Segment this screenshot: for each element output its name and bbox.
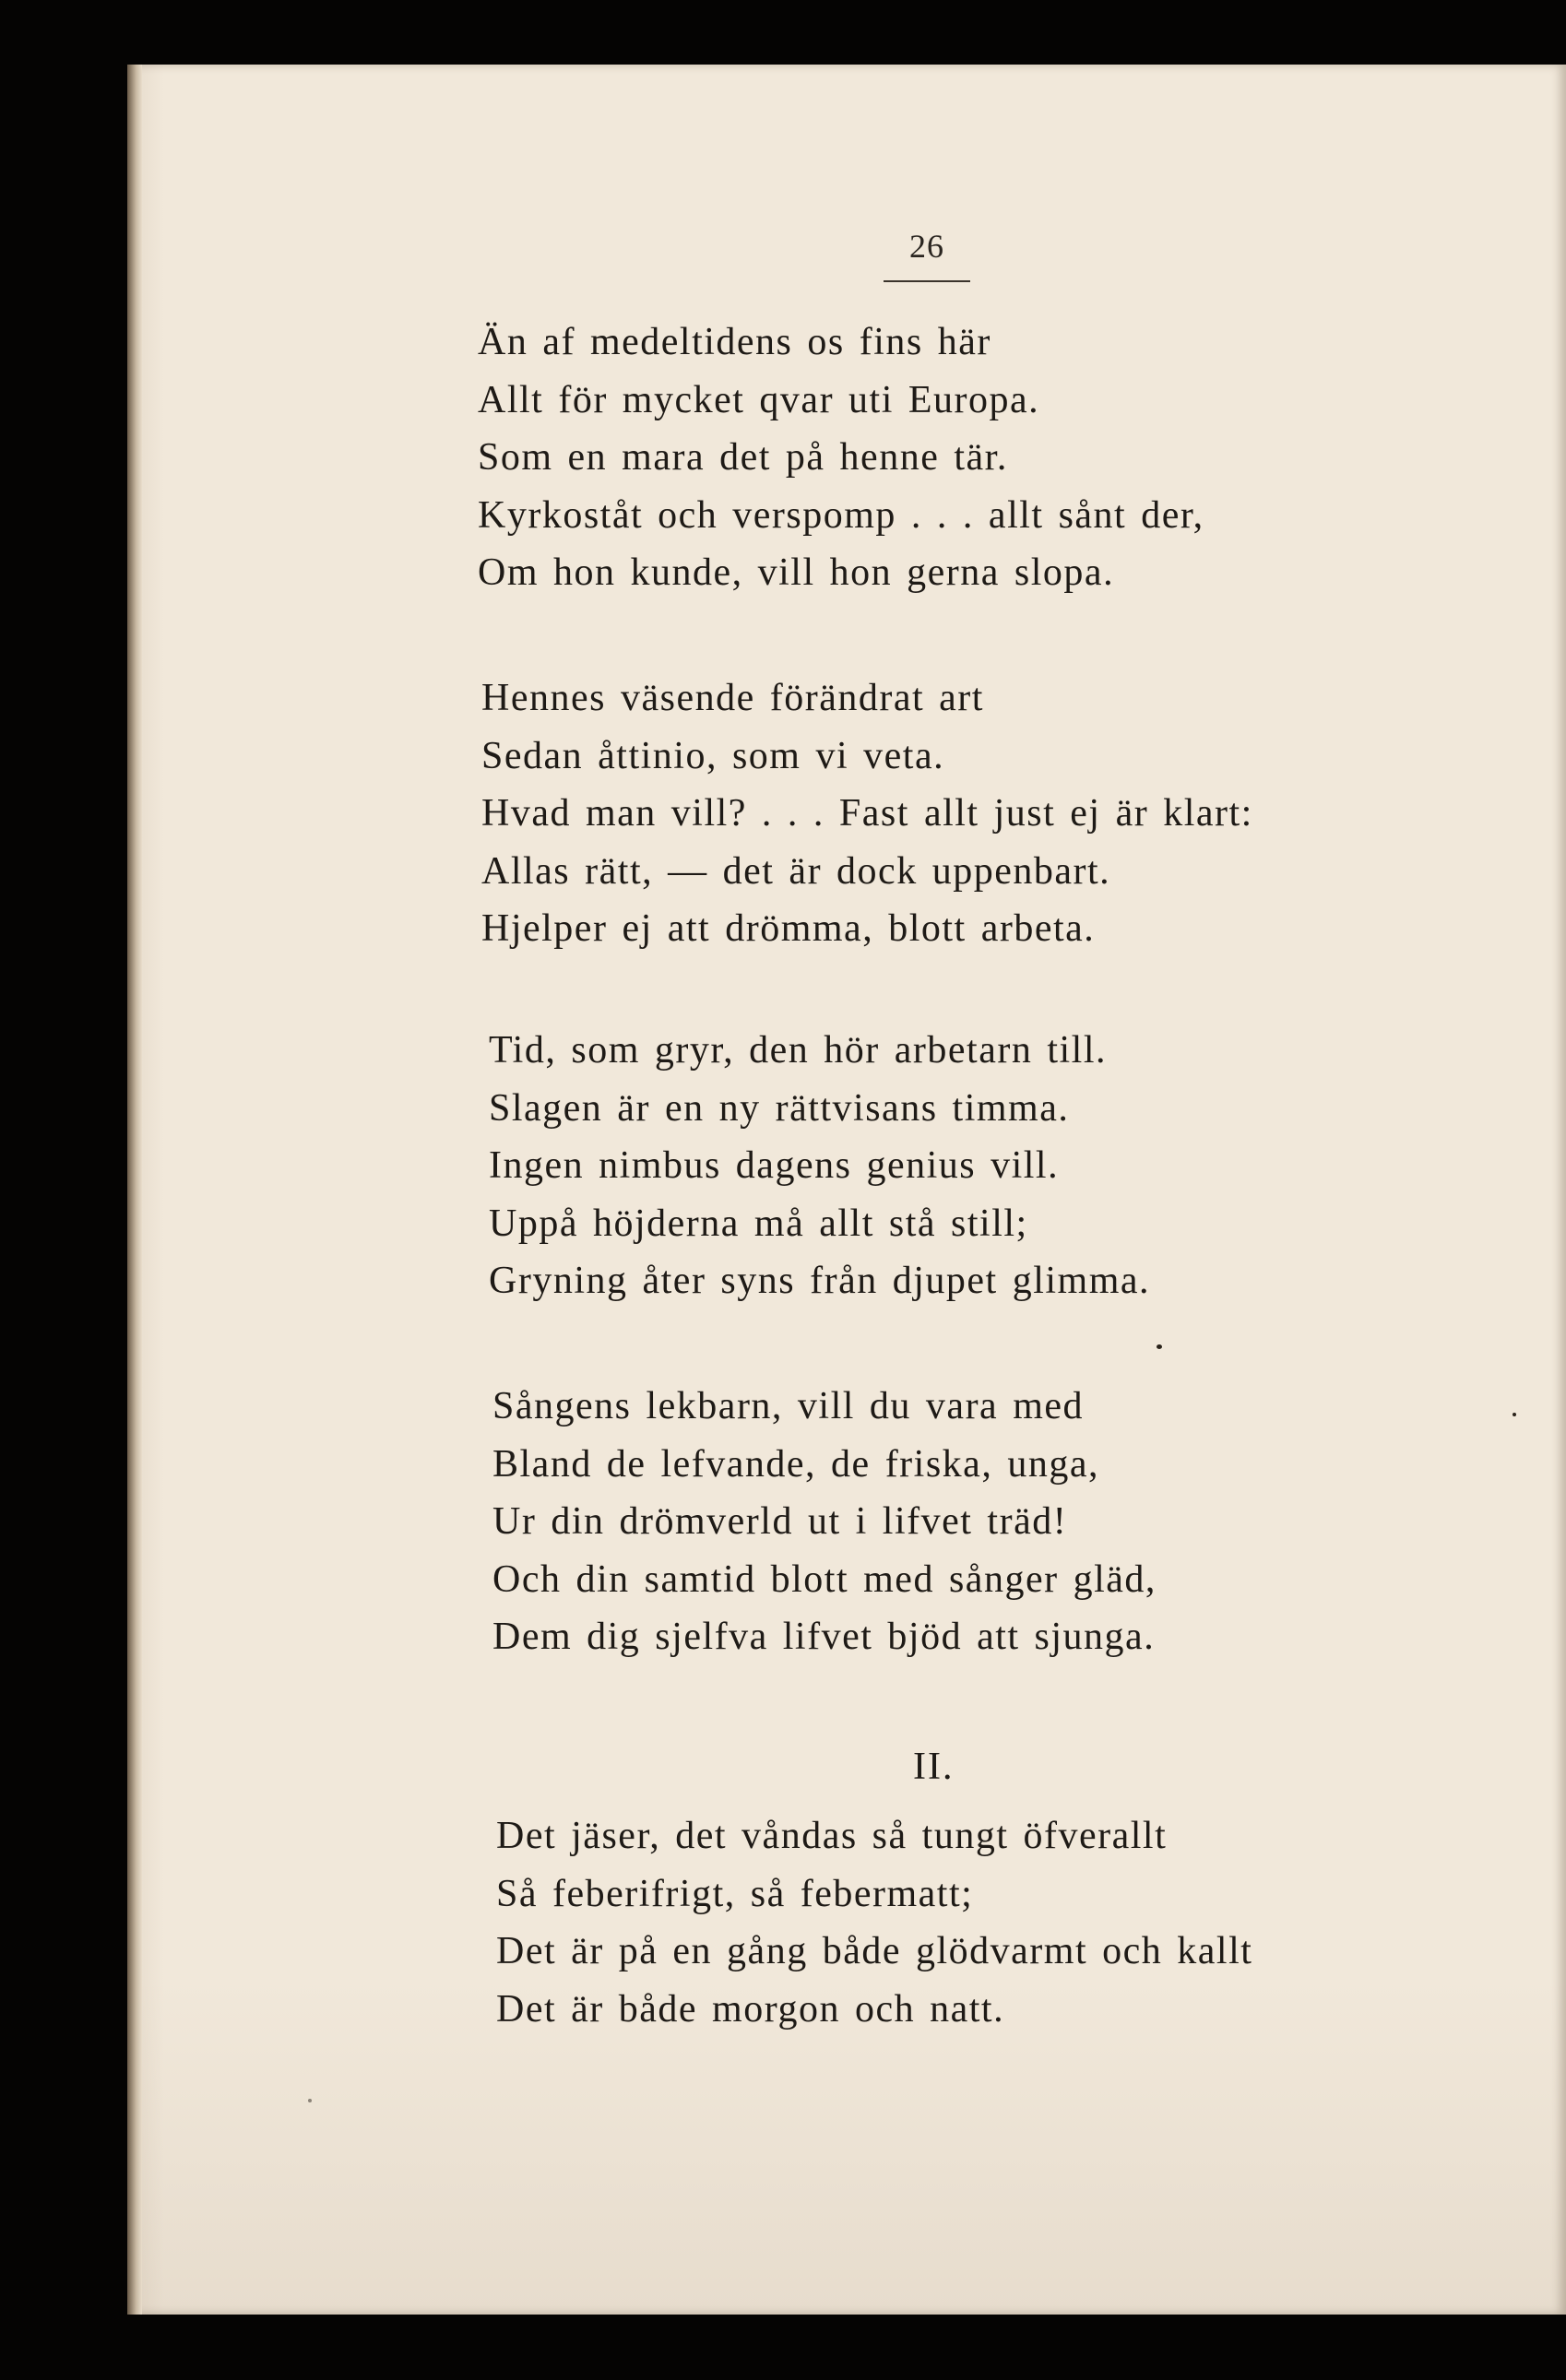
stanza-3 bbox=[489, 1022, 1150, 1310]
stanza-4 bbox=[492, 1378, 1157, 1666]
verse-line: Bland de lefvande, de friska, unga, bbox=[492, 1442, 1099, 1486]
verse-line: Tid, som gryr, den hör arbetarn till. bbox=[489, 1029, 1108, 1072]
verse-line: Det är på en gång både glödvarmt och kallt bbox=[496, 1930, 1253, 1972]
stanza-5 bbox=[496, 1807, 1252, 2038]
verse-line: Sångens lekbarn, vill du vara med bbox=[492, 1385, 1085, 1427]
stanza-1 bbox=[478, 314, 1204, 602]
page-gutter-shadow bbox=[127, 65, 142, 2315]
verse-line: Uppå höjderna må allt stå still; bbox=[489, 1202, 1028, 1245]
page-number: 26 bbox=[909, 228, 944, 265]
verse-line: Kyrkoståt och verspomp . . . allt sånt der, bbox=[478, 493, 1204, 537]
verse-line: Allas rätt, — det är dock uppenbart. bbox=[481, 849, 1111, 893]
verse-line: Det är både morgon och natt. bbox=[496, 1987, 1005, 2031]
verse-line: Sedan åttinio, som vi veta. bbox=[481, 734, 945, 777]
verse-line: Som en mara det på henne tär. bbox=[478, 436, 1008, 479]
verse-line: Ur din drömverld ut i lifvet träd! bbox=[492, 1500, 1068, 1543]
verse-line: Gryning åter syns från djupet glimma. bbox=[489, 1260, 1151, 1302]
verse-line: Om hon kunde, vill hon gerna slopa. bbox=[478, 551, 1115, 594]
paper-fleck bbox=[308, 2099, 312, 2102]
verse-line: Dem dig sjelfva lifvet bjöd att sjunga. bbox=[492, 1616, 1156, 1658]
page-number-rule bbox=[884, 280, 970, 282]
verse-line: Än af medeltidens os fins här bbox=[478, 321, 991, 363]
verse-line: Hvad man vill? . . . Fast allt just ej är klart: bbox=[481, 792, 1253, 835]
stanza-2 bbox=[481, 669, 1253, 958]
verse-line: Det jäser, det våndas så tungt öfverallt bbox=[496, 1815, 1168, 1857]
verse-line: Och din samtid blott med sånger gläd, bbox=[492, 1557, 1157, 1601]
verse-line: Slagen är en ny rättvisans timma. bbox=[489, 1086, 1070, 1130]
verse-line: Allt för mycket qvar uti Europa. bbox=[478, 378, 1040, 421]
paper-fleck bbox=[1157, 1344, 1162, 1349]
verse-line: Hjelper ej att drömma, blott arbeta. bbox=[481, 907, 1096, 950]
paper-fleck bbox=[1513, 1413, 1516, 1416]
verse-line: Hennes väsende förändrat art bbox=[481, 677, 984, 719]
verse-line: Ingen nimbus dagens genius vill. bbox=[489, 1144, 1060, 1187]
verse-line: Så feberifrigt, så febermatt; bbox=[496, 1872, 974, 1915]
section-heading: II. bbox=[913, 1746, 955, 1788]
